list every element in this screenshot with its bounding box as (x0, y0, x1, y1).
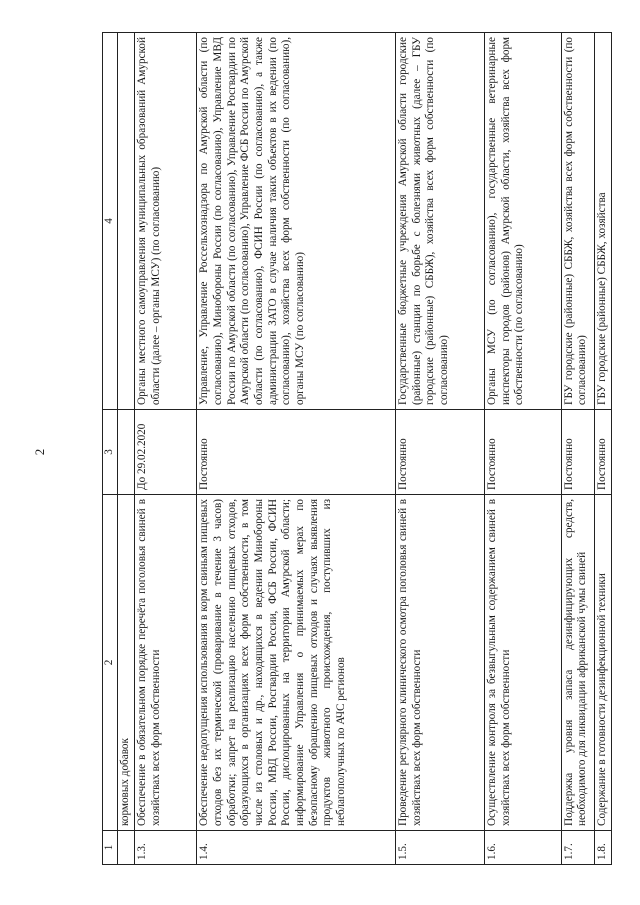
header-col-3: 3 (103, 410, 118, 495)
row-number: 1.7. (561, 831, 594, 865)
row-number: 1.4. (197, 831, 396, 865)
table-row (135, 33, 197, 865)
row-executors: ГБУ городские (районные) СББЖ, хозяйства (594, 33, 611, 410)
row-term: Постоянно (594, 410, 611, 495)
row-term: Постоянно (396, 410, 485, 495)
header-col-1: 1 (103, 831, 118, 865)
continuation-row (118, 33, 135, 865)
row-measure: Обеспечение в обязательном порядке перечёта поголовья свиней в хозяйствах всех форм собственности (135, 495, 197, 831)
row-measure: Обеспечение недопущения использования в корм свиньям пищевых отходов без их термической (проваривание в течение 3 часов) обработки; запрет на реализацию населению пищевых отходов, образующихся в организациях всех форм собственности, в том числе из столовых и др., находящихся в ведении Минобороны России, МВД России, Росгвардии России, ФСБ России, ФСИН России, дислоцированных на территории Амурской области; информирование Управления о принимаемых мерах по безопасному обращению пищевых отходов и случаях выявления продуктов животного происхождения, поступивших из неблагополучных по АЧС регионов (197, 495, 396, 831)
continuation-text: кормовых добавок (118, 495, 135, 831)
header-col-4: 4 (103, 33, 118, 410)
row-number: 1.5. (396, 831, 485, 865)
row-measure: Содержание в готовности дезинфекционной техники (594, 495, 611, 831)
row-term: Постоянно (561, 410, 594, 495)
row-number: 1.8. (594, 831, 611, 865)
table-row (594, 33, 611, 865)
row-term: Постоянно (197, 410, 396, 495)
table-row (561, 33, 594, 865)
table-row (396, 33, 485, 865)
row-executors: Государственные бюджетные учреждения Амурской области городские (районные) станции по борьбе с болезнями животных (далее – ГБУ городские (районные) СББЖ), хозяйства всех форм собственности (по согласованию) (396, 33, 485, 410)
table-row (485, 33, 562, 865)
row-term: Постоянно (485, 410, 562, 495)
measures-table-container (102, 33, 612, 865)
row-executors: Органы МСУ (по согласованию), государственные ветеринарные инспекторы городов (районов) Амурской области, хозяйства всех форм собственности (по согласованию) (485, 33, 562, 410)
row-executors: ГБУ городские (районные) СББЖ, хозяйства всех форм собственности (по согласованию) (561, 33, 594, 410)
row-term: До 29.02.2020 (135, 410, 197, 495)
row-number: 1.6. (485, 831, 562, 865)
page-number: 2 (32, 448, 47, 456)
row-number: 1.3. (135, 831, 197, 865)
header-col-2: 2 (103, 495, 118, 831)
row-executors: Органы местного самоуправления муниципальных образований Амурской области (далее – органы МСУ) (по согласованию) (135, 33, 197, 410)
row-measure: Осуществление контроля за безвыгульным содержанием свиней в хозяйствах всех форм собственности (485, 495, 562, 831)
table-row (197, 33, 396, 865)
row-measure: Проведение регулярного клинического осмотра поголовья свиней в хозяйствах всех форм собственности (396, 495, 485, 831)
measures-table (102, 32, 612, 865)
row-measure: Поддержка уровня запаса дезинфицирующих средств, необходимого для ликвидации африканской чумы свиней (561, 495, 594, 831)
row-executors: Управление, Управление Россельхознадзора по Амурской области (по согласованию), Минобороны России (по согласованию), Управление МВД России по Амурской области (по согласованию), Управление Росгвардии по Амурской области (по согласованию), Управление ФСБ России по Амурской области (по согласованию), ФСИН России (по согласованию), а также администрации ЗАТО в случае наличия таких объектов в их ведении (по согласованию), хозяйства всех форм собственности (по согласованию), органы МСУ (по согласованию) (197, 33, 396, 410)
table-header-row (103, 33, 118, 865)
